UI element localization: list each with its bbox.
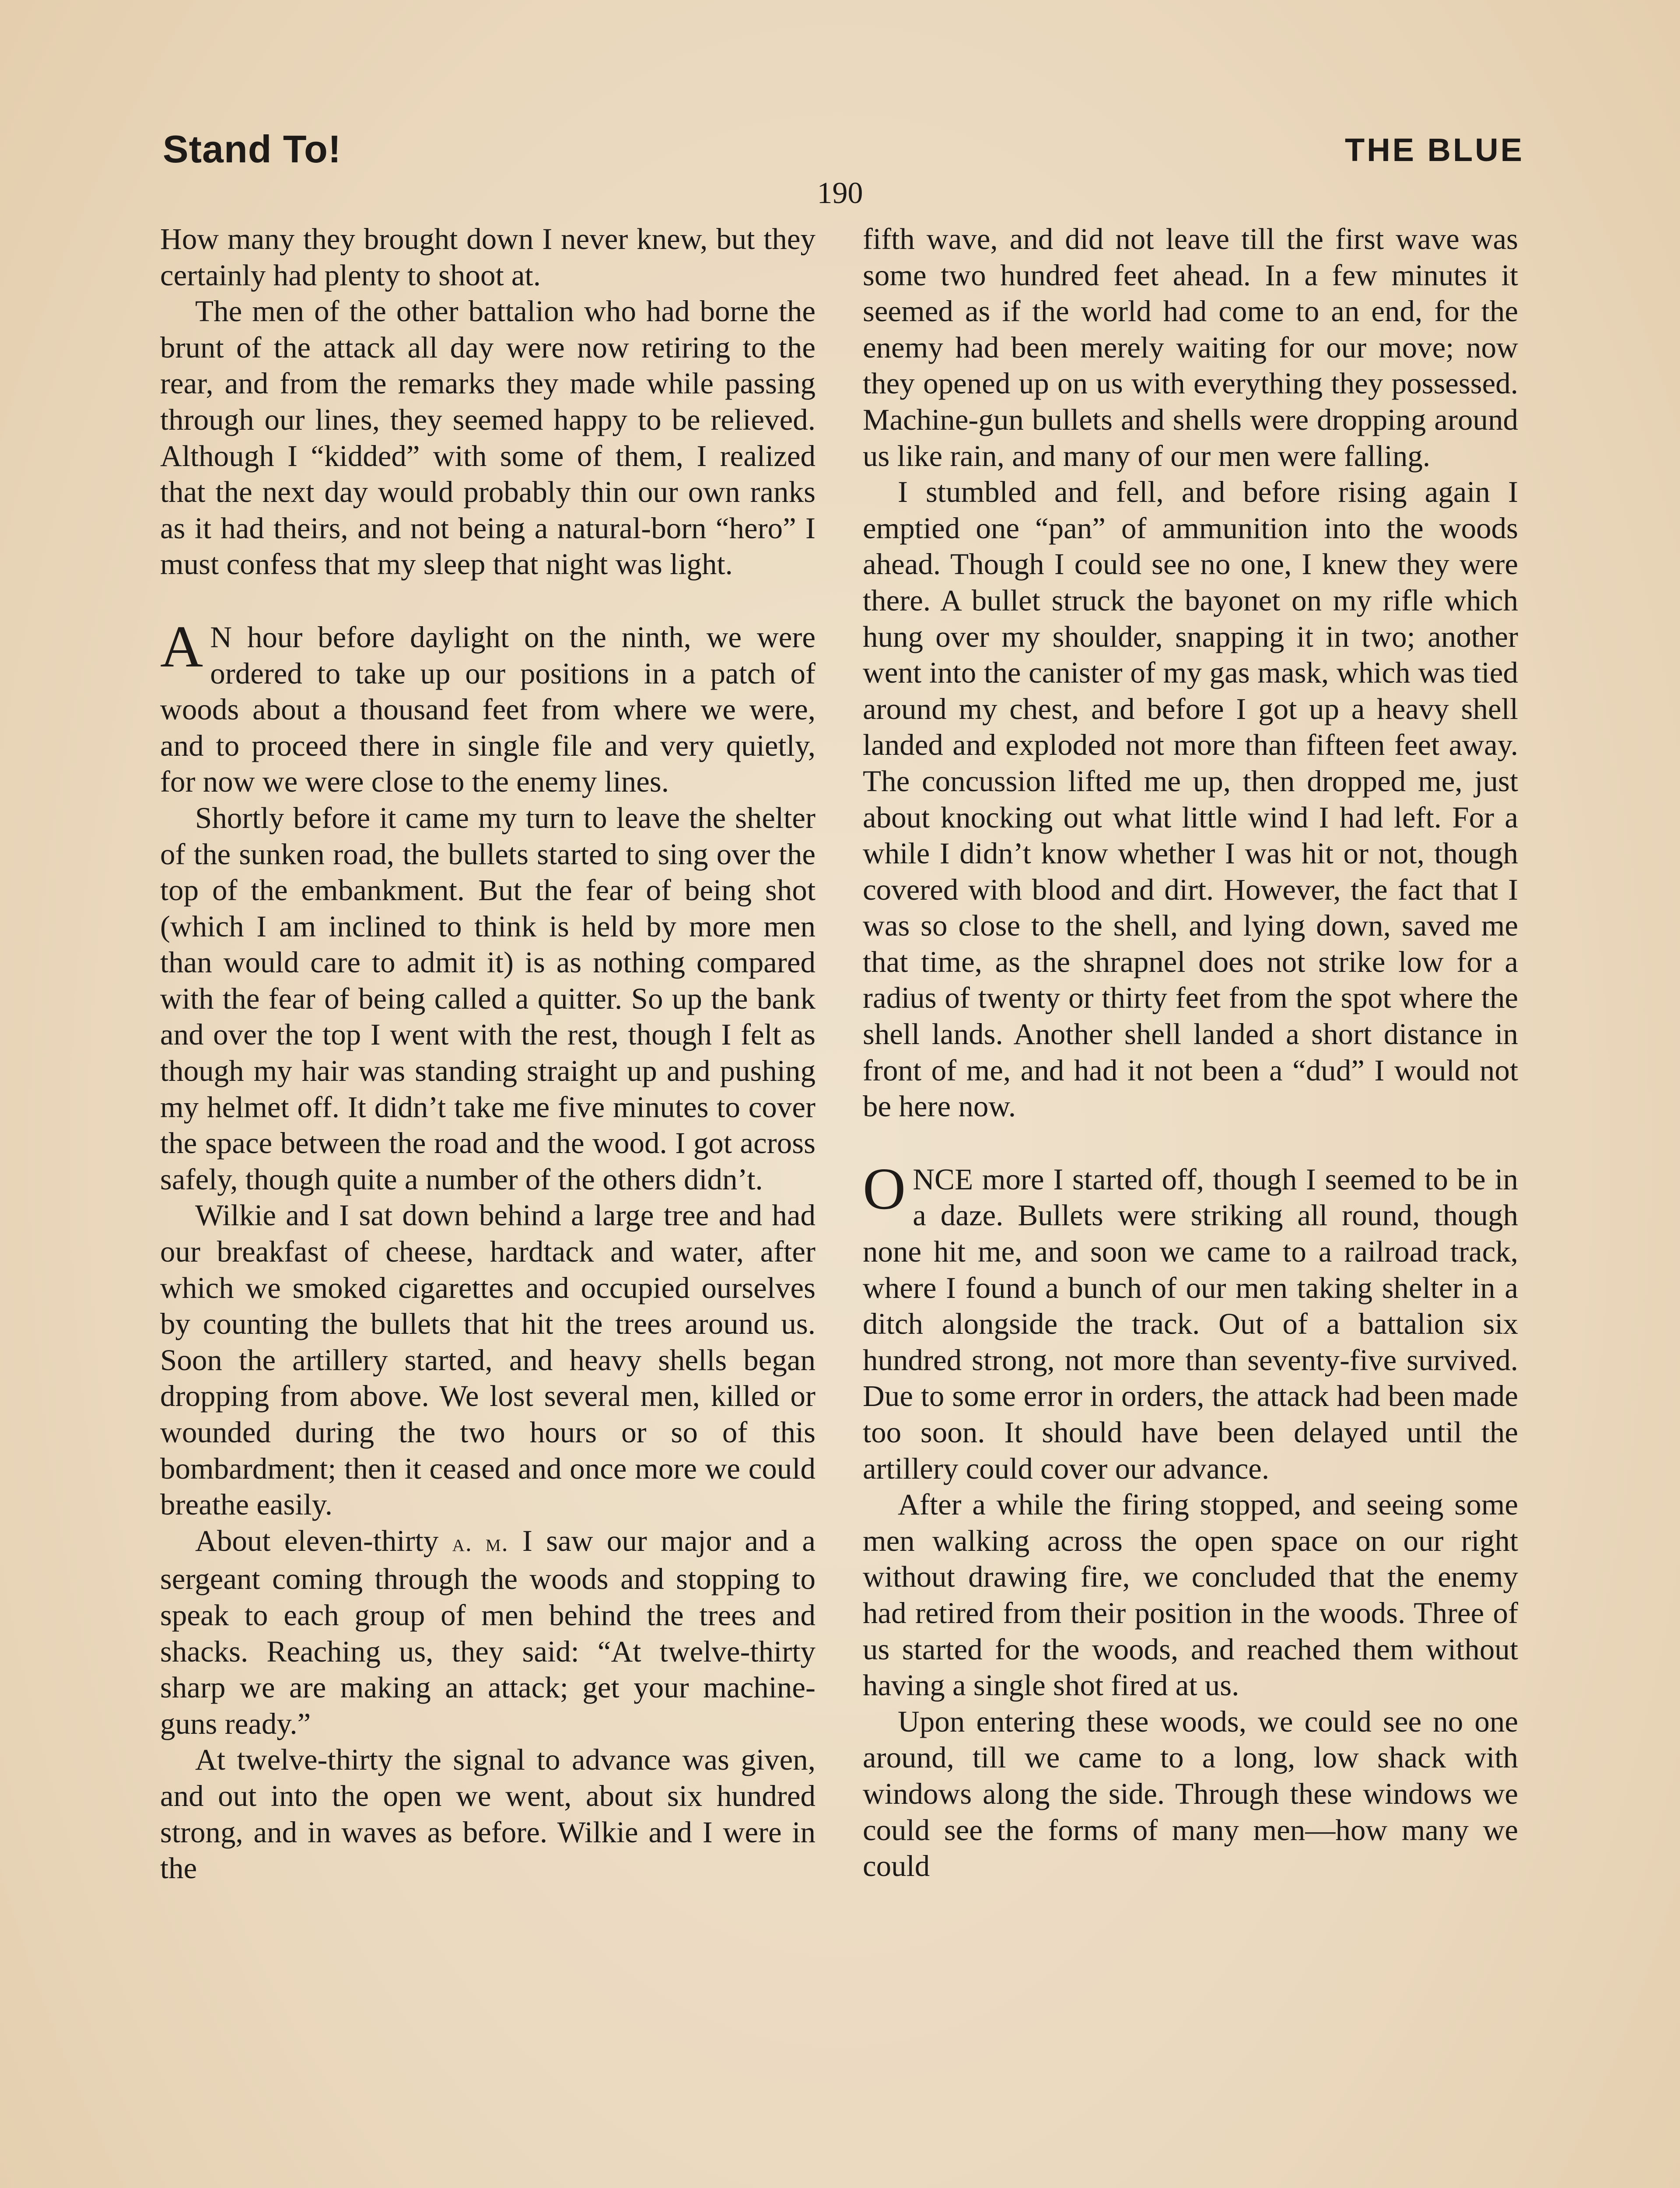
- section-paragraph: [863, 1156, 1518, 1487]
- right-column: [863, 221, 1518, 1884]
- paragraph-text: N hour before daylight on the ninth, we were ordered to take up our positions in a patch of woods about a thousand feet from where we were, and to proceed there in single file and very quietly, for now we were close to the enemy lines.: [160, 620, 816, 799]
- paragraph-text: I saw our major and a sergeant coming through the woods and stopping to speak to each group of men behind the trees and shacks. Reaching us, they said: “At twelve-thirty sharp we are making an attack; get your machine-guns ready.”: [160, 1524, 816, 1740]
- drop-cap: O: [863, 1156, 906, 1222]
- paragraph: Upon entering these woods, we could see no one around, till we came to a long, low shack with windows along the side. Through these windows we could see the forms of many men—how many we could: [863, 1704, 1518, 1883]
- paragraph: [160, 1523, 816, 1742]
- magazine-title: THE BLUE: [1345, 132, 1524, 168]
- paragraph: Wilkie and I sat down behind a large tree and had our breakfast of cheese, hardtack and water, after which we smoked cigarettes and occupied ourselves by counting the bullets that hit the trees around us. Soon the artillery started, and heavy shells began dropping from above. We lost several men, killed or wounded during the two hours or so of this bombardment; then it ceased and once more we could breathe easily.: [160, 1199, 816, 1522]
- story-title: Stand To!: [163, 127, 342, 171]
- time-abbreviation: a. m.: [452, 1529, 509, 1557]
- paragraph: fifth wave, and did not leave till the first wave was some two hundred feet ahead. In a few minutes it seemed as if the world had come to an end, for the enemy had been merely waiting for our move; now they opened up on us with everything they possessed. Machine-gun bullets and shells were dropping around us like rain, and many of our men were falling.: [863, 222, 1518, 473]
- paragraph: After a while the firing stopped, and seeing some men walking across the open space on our right without drawing fire, we concluded that the enemy had retired from their position in the woods. Three of us started for the woods, and reached them without having a single shot fired at us.: [863, 1488, 1518, 1702]
- drop-cap: A: [160, 614, 203, 680]
- paragraph: At twelve-thirty the signal to advance was given, and out into the open we went, about six hundred strong, and in waves as before. Wilkie and I were in the: [160, 1743, 816, 1885]
- page-number: 190: [817, 176, 863, 210]
- paragraph: Shortly before it came my turn to leave the shelter of the sunken road, the bullets started to sing over the top of the embankment. But the fear of being shot (which I am inclined to think is held by more men than would care to admit it) is as nothing compared with the fear of being called a quitter. So up the bank and over the top I went with the rest, though I felt as though my hair was standing straight up and pushing my helmet off. It didn’t take me five minutes to cover the space between the road and the wood. I got across safely, though quite a number of the others didn’t.: [160, 801, 816, 1196]
- paragraph: The men of the other battalion who had borne the brunt of the attack all day were now retiring to the rear, and from the remarks they made while passing through our lines, they seemed happy to be relieved. Although I “kidded” with some of them, I realized that the next day would probably thin our own ranks as it had theirs, and not being a natural-born “hero” I must confess that my sleep that night was light.: [160, 295, 816, 581]
- paragraph: How many they brought down I never knew, but they certainly had plenty to shoot at.: [160, 222, 816, 292]
- paragraph-text: NCE more I started off, though I seemed to be in a daze. Bullets were striking all round, though none hit me, and soon we came to a railroad track, where I found a bunch of our men taking shelter in a ditch alongside the track. Out of a battalion six hundred strong, not more than seventy-five survived. Due to some error in orders, the attack had been made too soon. It should have been delayed until the artillery could cover our advance.: [863, 1162, 1518, 1485]
- left-column: [160, 221, 816, 1886]
- paragraph-text: About eleven-thirty: [195, 1524, 439, 1557]
- paragraph: I stumbled and fell, and before rising again I emptied one “pan” of ammunition into the woods ahead. Though I could see no one, I knew they were there. A bullet struck the bayonet on my rifle which hung over my shoulder, snapping it in two; another went into the canister of my gas mask, which was tied around my chest, and before I got up a heavy shell landed and exploded not more than fifteen feet away. The concussion lifted me up, then dropped me, just about knocking out what little wind I had left. For a while I didn’t know whether I was hit or not, though covered with blood and dirt. However, the fact that I was so close to the shell, and lying down, saved me that time, as the shrapnel does not strike low for a radius of twenty or thirty feet from the spot where the shell lands. Another shell landed a short distance in front of me, and had it not been a “dud” I would not be here now.: [863, 475, 1518, 1123]
- section-paragraph: [160, 614, 816, 800]
